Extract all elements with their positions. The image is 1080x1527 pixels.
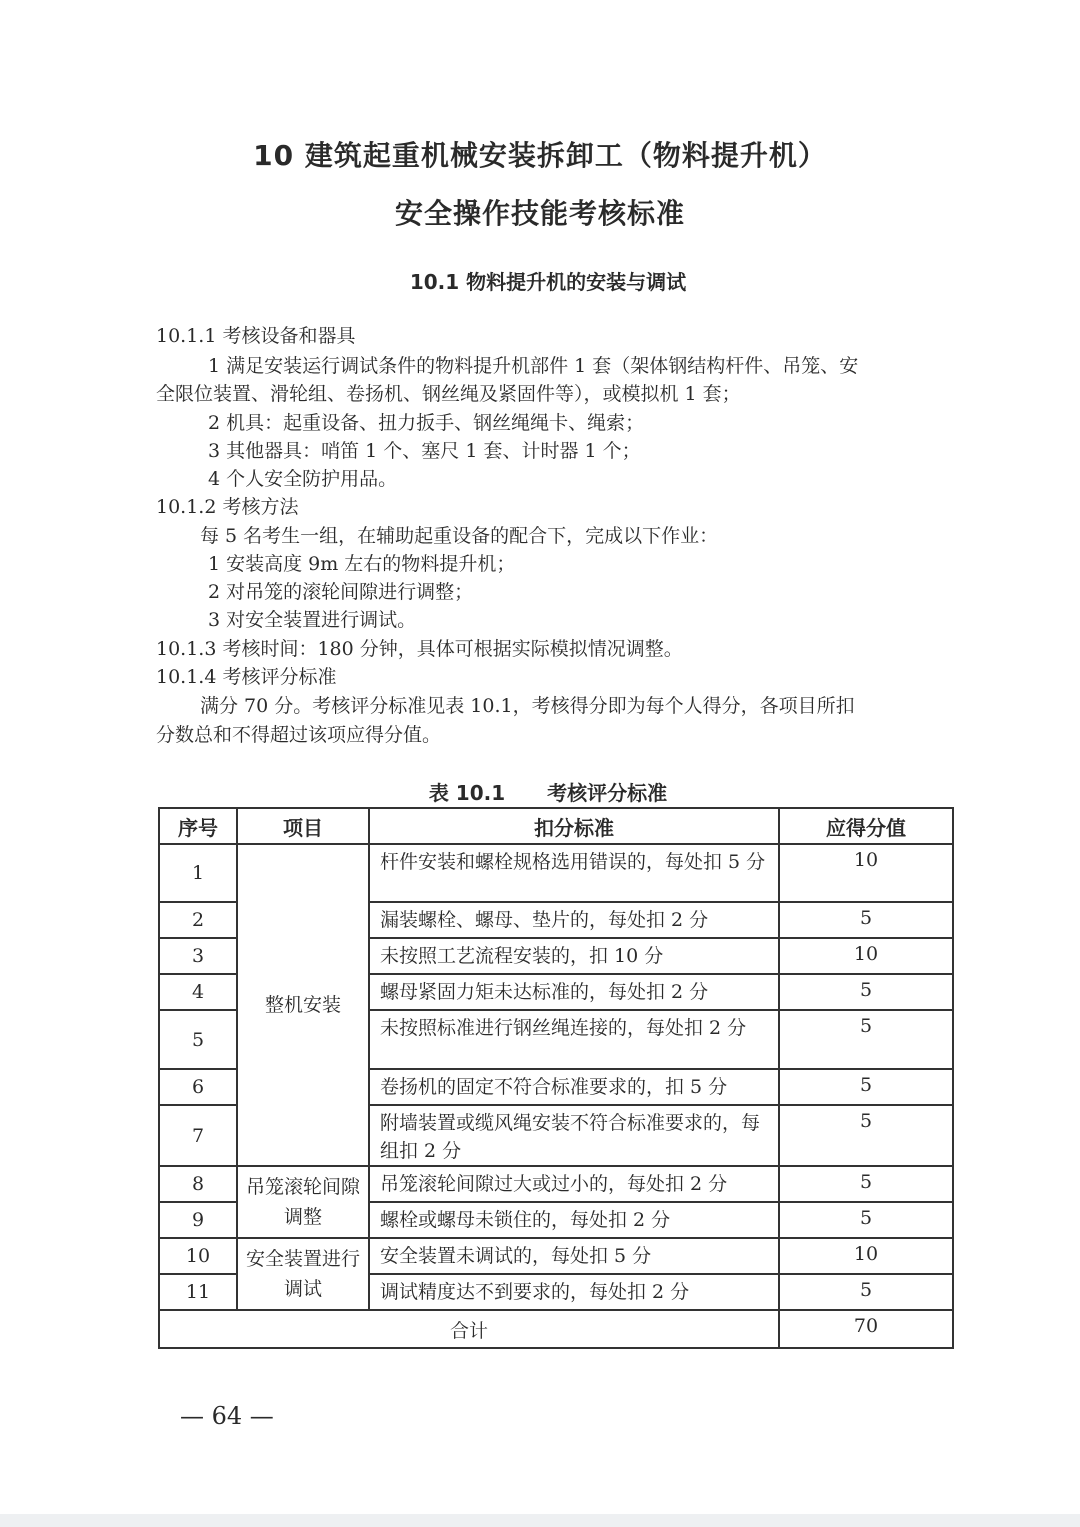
row-points: 10 [779,938,953,974]
s2-heading: 10.1.2 考核方法 [156,496,299,518]
score-table [158,807,954,1349]
row-no: 2 [159,902,237,938]
table-total-row [159,1310,953,1348]
header-points: 应得分值 [779,808,953,844]
row-criteria: 调试精度达不到要求的，每处扣 2 分 [369,1274,779,1310]
chapter-subtitle: 安全操作技能考核标准 [394,197,685,230]
s2-item1: 1 安装高度 9m 左右的物料提升机； [208,553,516,575]
page-number: — 64 — [180,1402,274,1430]
row-no: 5 [159,1010,237,1069]
header-criteria: 扣分标准 [369,808,779,844]
row-criteria: 杆件安装和螺栓规格选用错误的，每处扣 5 分 [369,844,779,902]
s2-item3: 3 对安全装置进行调试。 [208,609,417,631]
s1-item1-line2: 全限位装置、滑轮组、卷扬机、钢丝绳及紧固件等），或模拟机 1 套； [156,383,741,405]
s4-heading: 10.1.4 考核评分标准 [156,666,337,688]
s1-item1-line1: 1 满足安装运行调试条件的物料提升机部件 1 套（架体钢结构杆件、吊笼、安 [208,355,859,377]
table-row [159,844,953,902]
row-criteria: 漏装螺栓、螺母、垫片的，每处扣 2 分 [369,902,779,938]
row-criteria: 附墙装置或缆风绳安装不符合标准要求的，每组扣 2 分 [369,1105,779,1166]
row-criteria: 卷扬机的固定不符合标准要求的，扣 5 分 [369,1069,779,1105]
row-no: 1 [159,844,237,902]
table-row [159,1166,953,1202]
table-row [159,1238,953,1274]
row-criteria: 吊笼滚轮间隙过大或过小的，每处扣 2 分 [369,1166,779,1202]
total-label: 合计 [159,1310,779,1348]
header-no: 序号 [159,808,237,844]
s2-intro: 每 5 名考生一组，在辅助起重设备的配合下，完成以下作业： [200,525,719,547]
table-caption [0,777,1080,806]
page-bottom-edge [0,1514,1080,1527]
row-no: 10 [159,1238,237,1274]
row-points: 5 [779,1166,953,1202]
group-item: 安全装置进行调试 [237,1238,369,1310]
header-item: 项目 [237,808,369,844]
s1-item4: 4 个人安全防护用品。 [208,468,398,490]
total-points: 70 [779,1310,953,1348]
s1-heading: 10.1.1 考核设备和器具 [156,325,356,347]
s1-item3: 3 其他器具：哨笛 1 个、塞尺 1 套、计时器 1 个； [208,440,641,462]
group-item: 吊笼滚轮间隙调整 [237,1166,369,1238]
row-points: 5 [779,1010,953,1069]
row-points: 10 [779,844,953,902]
s4-paragraph-line1: 满分 70 分。考核评分标准见表 10.1，考核得分即为每个人得分，各项目所扣 [200,695,855,717]
row-no: 9 [159,1202,237,1238]
row-no: 7 [159,1105,237,1166]
s4-paragraph-line2: 分数总和不得超过该项应得分值。 [156,724,442,746]
row-criteria: 未按照标准进行钢丝绳连接的，每处扣 2 分 [369,1010,779,1069]
row-criteria: 螺栓或螺母未锁住的，每处扣 2 分 [369,1202,779,1238]
row-no: 8 [159,1166,237,1202]
row-points: 5 [779,902,953,938]
row-points: 5 [779,1069,953,1105]
row-criteria: 未按照工艺流程安装的，扣 10 分 [369,938,779,974]
s2-item2: 2 对吊笼的滚轮间隙进行调整； [208,581,474,603]
row-points: 5 [779,1105,953,1166]
row-points: 5 [779,1202,953,1238]
row-no: 4 [159,974,237,1010]
s3-line: 10.1.3 考核时间：180 分钟，具体可根据实际模拟情况调整。 [156,638,683,660]
row-criteria: 螺母紧固力矩未达标准的，每处扣 2 分 [369,974,779,1010]
section-title: 10.1 物料提升机的安装与调试 [409,270,687,294]
group-item: 整机安装 [237,844,369,1166]
row-no: 11 [159,1274,237,1310]
row-criteria: 安全装置未调试的，每处扣 5 分 [369,1238,779,1274]
row-points: 10 [779,1238,953,1274]
chapter-title: 10 建筑起重机械安装拆卸工（物料提升机） [253,139,827,172]
row-no: 3 [159,938,237,974]
row-points: 5 [779,974,953,1010]
row-points: 5 [779,1274,953,1310]
row-no: 6 [159,1069,237,1105]
s1-item2: 2 机具：起重设备、扭力扳手、钢丝绳绳卡、绳索； [208,412,645,434]
table-caption-number: 表 10.1 [428,781,506,805]
table-header-row [159,808,953,844]
table-caption-title: 考核评分标准 [547,781,668,805]
